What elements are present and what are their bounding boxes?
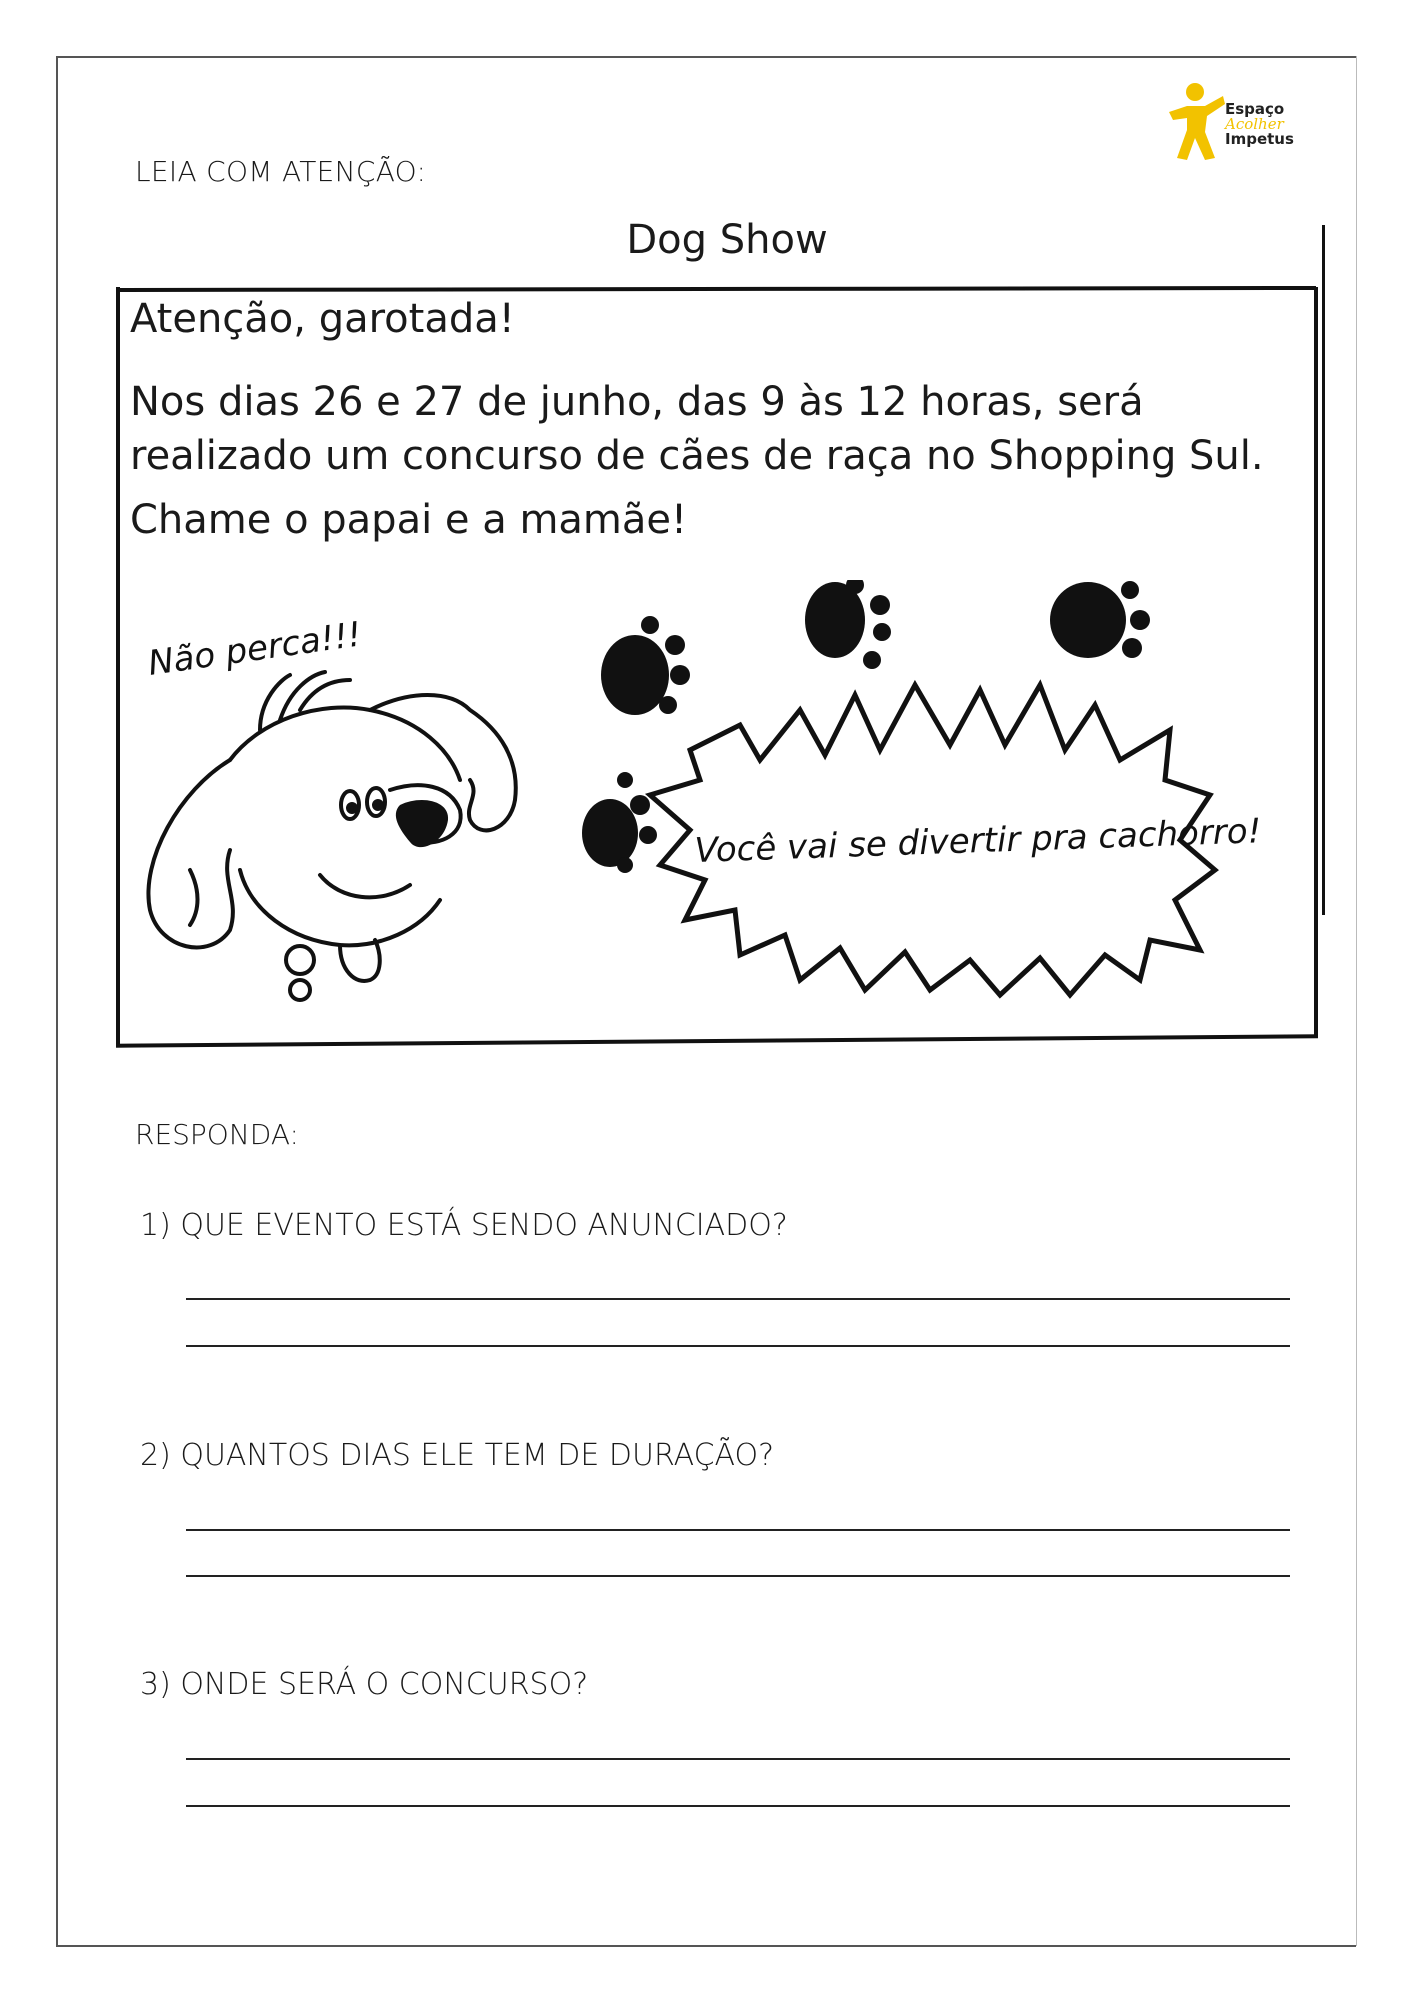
answer-line[interactable] <box>186 1758 1290 1760</box>
dog-drawing-icon <box>148 672 515 1000</box>
question-3: 3) ONDE SERÁ O CONCURSO? <box>140 1667 589 1702</box>
dog-show-illustration <box>120 580 1310 1030</box>
answer-line[interactable] <box>186 1345 1290 1347</box>
answer-line[interactable] <box>186 1298 1290 1300</box>
answer-line[interactable] <box>186 1575 1290 1577</box>
question-1: 1) QUE EVENTO ESTÁ SENDO ANUNCIADO? <box>140 1208 788 1243</box>
logo-line-impetus: Impetus <box>1225 130 1294 148</box>
respond-label: RESPONDA: <box>135 1118 299 1151</box>
answer-line[interactable] <box>186 1805 1290 1807</box>
box-border-bottom <box>116 1034 1318 1047</box>
dog-caption: Não perca!!! <box>145 614 364 684</box>
notice-call: Chame o papai e a mamãe! <box>130 497 688 543</box>
paw-print-icon <box>601 616 690 715</box>
read-instruction: LEIA COM ATENÇÃO: <box>135 155 427 188</box>
logo <box>1165 82 1315 164</box>
notice-greeting: Atenção, garotada! <box>130 296 515 342</box>
box-border-right-outer <box>1322 225 1325 915</box>
paw-print-icon <box>805 580 891 669</box>
box-border-top <box>116 286 1316 292</box>
paw-print-icon <box>1050 581 1150 658</box>
answer-line[interactable] <box>186 1529 1290 1531</box>
notice-body: Nos dias 26 e 27 de junho, das 9 às 12 horas, será realizado um concurso de cães de raça no Shopping Sul. <box>130 379 1264 479</box>
logo-line-espaco: Espaço <box>1225 100 1285 118</box>
logo-line-acolher: Acolher <box>1225 115 1284 133</box>
bubble-text: Você vai se divertir pra cachorro! <box>693 811 1262 871</box>
box-border-right <box>1314 287 1318 1037</box>
page-border-top <box>56 56 1356 58</box>
page-border-right <box>1356 56 1357 1946</box>
page-border-left <box>56 56 58 1946</box>
person-logo-icon <box>1165 82 1227 162</box>
page-title <box>0 217 1414 263</box>
page-border-bottom <box>56 1945 1356 1947</box>
title-text: Dog Show <box>626 217 828 263</box>
question-2: 2) QUANTOS DIAS ELE TEM DE DURAÇÃO? <box>140 1438 775 1473</box>
paw-print-icon <box>582 772 657 873</box>
